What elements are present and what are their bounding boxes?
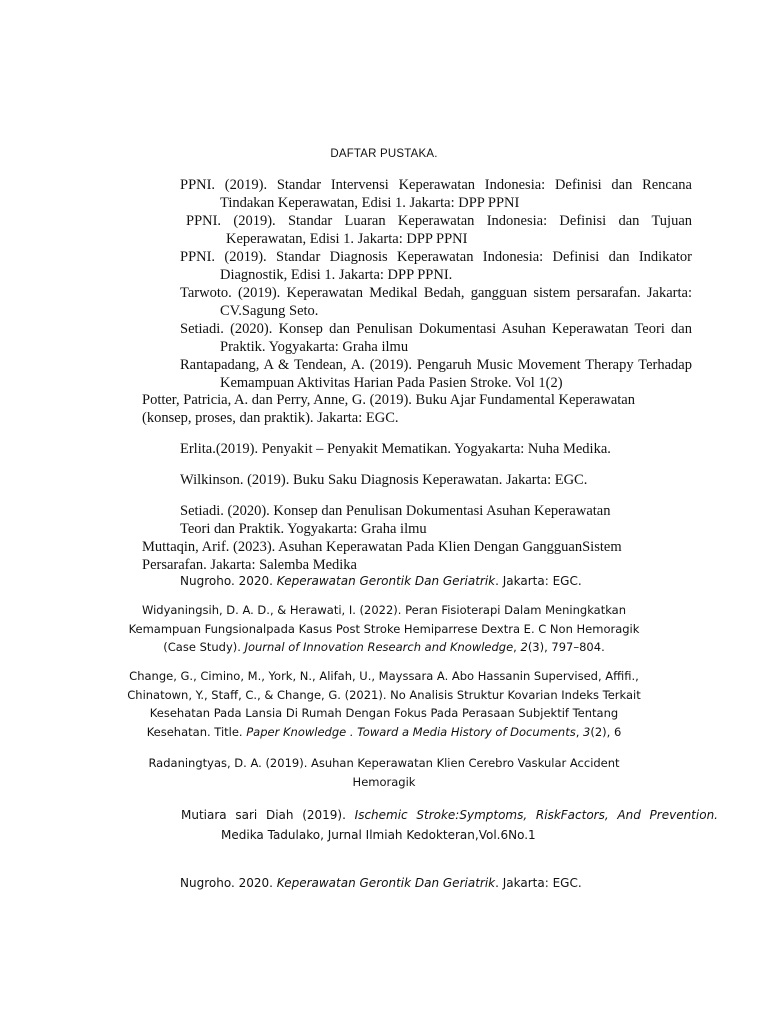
reference-ppni-diagnosis: PPNI. (2019). Standar Diagnosis Keperawatan Indonesia: Definisi dan Indikator Diagnostik, Edisi 1. Jakarta: DPP PPNI.	[180, 249, 692, 283]
reference-widyaningsih-line1: Widyaningsih, D. A. D., & Herawati, I. (2022). Peran Fisioterapi Dalam Meningkatkan	[141, 603, 627, 617]
reference-muttaqin-line2: Persarafan. Jakarta: Salemba Medika	[142, 557, 357, 573]
reference-muttaqin	[142, 538, 662, 574]
reference-setiadi-2-line2: Teori dan Praktik. Yogyakarta: Graha ilmu	[180, 521, 427, 537]
reference-radaningtyas	[110, 754, 658, 791]
page-title: DAFTAR PUSTAKA.	[330, 148, 438, 160]
reference-setiadi: Setiadi. (2020). Konsep dan Penulisan Dokumentasi Asuhan Keperawatan Teori dan Praktik. Yogyakarta: Graha ilmu	[180, 321, 692, 355]
reference-potter	[142, 391, 662, 427]
reference-potter-line2: (konsep, proses, dan praktik). Jakarta: EGC.	[142, 410, 399, 426]
reference-radaningtyas-line1: Radaningtyas, D. A. (2019). Asuhan Keperawatan Klien Cerebro Vaskular Accident	[148, 756, 620, 770]
reference-tarwoto: Tarwoto. (2019). Keperawatan Medikal Bedah, gangguan sistem persarafan. Jakarta: CV.Sagung Seto.	[180, 285, 692, 319]
reference-potter-line1: Potter, Patricia, A. dan Perry, Anne, G. (2019). Buku Ajar Fundamental Keperawatan	[142, 392, 635, 408]
reference-change-line4: Kesehatan. Title. Paper Knowledge . Toward a Media History of Documents, 3(2), 6	[146, 724, 622, 739]
reference-widyaningsih-line3: (Case Study). Journal of Innovation Research and Knowledge, 2(3), 797–804.	[163, 640, 605, 654]
reference-radaningtyas-line2: Hemoragik	[352, 774, 416, 789]
reference-widyaningsih-line2: Kemampuan Fungsionalpada Kasus Post Stroke Hemiparrese Dextra E. C Non Hemoragik	[128, 621, 640, 636]
reference-rantapadang: Rantapadang, A & Tendean, A. (2019). Pengaruh Music Movement Therapy Terhadap Kemampuan Aktivitas Harian Pada Pasien Stroke. Vol 1(2)	[180, 357, 692, 391]
reference-erlita: Erlita.(2019). Penyakit – Penyakit Mematikan. Yogyakarta: Nuha Medika.	[180, 441, 611, 457]
reference-widyaningsih	[110, 601, 658, 657]
reference-muttaqin-line1: Muttaqin, Arif. (2023). Asuhan Keperawatan Pada Klien Dengan GangguanSistem	[142, 539, 622, 555]
reference-ppni-intervensi: PPNI. (2019). Standar Intervensi Keperawatan Indonesia: Definisi dan Rencana Tindakan Keperawatan, Edisi 1. Jakarta: DPP PPNI	[180, 177, 692, 211]
reference-setiadi-2-line1: Setiadi. (2020). Konsep dan Penulisan Dokumentasi Asuhan Keperawatan	[180, 503, 611, 519]
reference-nugroho: Nugroho. 2020. Keperawatan Gerontik Dan Geriatrik. Jakarta: EGC.	[180, 574, 582, 588]
reference-wilkinson: Wilkinson. (2019). Buku Saku Diagnosis Keperawatan. Jakarta: EGC.	[180, 472, 588, 488]
reference-change	[100, 667, 668, 741]
reference-change-line1: Change, G., Cimino, M., York, N., Alifah, U., Mayssara A. Abo Hassanin Supervised, Affifi.,	[129, 669, 639, 683]
reference-setiadi-2	[180, 502, 660, 538]
reference-change-line2: Chinatown, Y., Staff, C., & Change, G. (2021). No Analisis Struktur Kovarian Indeks Terkait	[127, 687, 641, 702]
reference-mutiara: Mutiara sari Diah (2019). Ischemic Stroke:Symptoms, RiskFactors, And Prevention. Medika Tadulako, Jurnal Ilmiah Kedokteran,Vol.6No.1	[181, 808, 718, 842]
reference-nugroho-2: Nugroho. 2020. Keperawatan Gerontik Dan Geriatrik. Jakarta: EGC.	[180, 876, 582, 890]
reference-change-line3: Kesehatan Pada Lansia Di Rumah Dengan Fokus Pada Perasaan Subjektif Tentang	[149, 706, 619, 720]
reference-ppni-luaran: PPNI. (2019). Standar Luaran Keperawatan Indonesia: Definisi dan Tujuan Keperawatan, Edisi 1. Jakarta: DPP PPNI	[186, 213, 692, 247]
